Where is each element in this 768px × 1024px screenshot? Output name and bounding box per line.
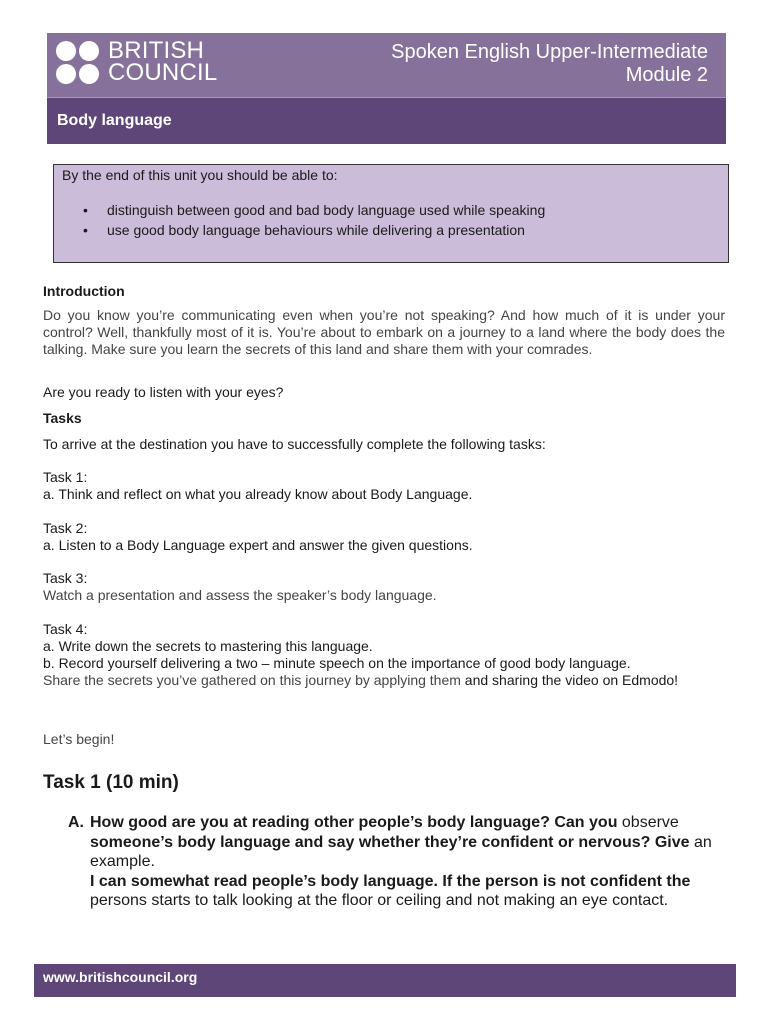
task4-line-c (43, 672, 703, 689)
unit-band (47, 97, 726, 144)
task1-question-a (68, 813, 728, 911)
task3-line-a: Watch a presentation and assess the speaker’s body language. (43, 587, 437, 603)
task2-label: Task 2: (43, 520, 88, 536)
logo-dots-icon (56, 39, 102, 85)
objective-item: • use good body language behaviours while delivering a presentation (107, 220, 720, 240)
tasks-intro: To arrive at the destination you have to successfully complete the following tasks: (43, 436, 546, 452)
footer-url[interactable]: www.britishcouncil.org (43, 969, 198, 985)
objectives-box (53, 164, 729, 263)
introduction-question: Are you ready to listen with your eyes? (43, 384, 284, 400)
british-council-logo (56, 39, 226, 87)
task4-line-b: b. Record yourself delivering a two – minute speech on the importance of good body language. (43, 655, 631, 671)
task1-title: Task 1 (10 min) (43, 772, 179, 793)
question-part: observe (621, 814, 679, 831)
logo-text (108, 37, 218, 86)
answer-part: I can somewhat read people’s body language. If the person is not confident the (90, 872, 691, 890)
question-text (90, 813, 728, 911)
objectives-intro: By the end of this unit you should be able to: (62, 167, 338, 183)
question-part: How good are you at reading other people’s body language? Can you (90, 814, 622, 831)
task4-line-c-part2: and sharing the video on Edmodo! (460, 672, 679, 688)
header-top (47, 33, 726, 95)
objective-item: • distinguish between good and bad body language used while speaking (107, 200, 720, 220)
question-part: an example. (90, 833, 712, 870)
task3-label: Task 3: (43, 570, 88, 586)
introduction-paragraph: Do you know you’re communicating even when you’re not speaking? And how much of it is under your control? Well, thankfully most of it is. You’re about to embark on a journey to a land where the body does the talking. Make sure you learn the secrets of this land and share them with your comrades. (43, 307, 725, 357)
introduction-heading: Introduction (43, 283, 125, 299)
task4-label: Task 4: (43, 621, 88, 637)
begin-text: Let’s begin! (43, 731, 115, 747)
task4-line-a: a. Write down the secrets to mastering this language. (43, 638, 373, 654)
task1-label: Task 1: (43, 469, 88, 485)
tasks-heading: Tasks (43, 410, 82, 426)
course-info (391, 41, 708, 87)
question-letter: A. (68, 814, 84, 831)
objectives-list (62, 200, 720, 240)
logo-line1: BRITISH (108, 37, 205, 64)
task4-line-c-part1: Share the secrets you’ve gathered on this journey by applying them (43, 672, 461, 688)
task1-line-a: a. Think and reflect on what you already know about Body Language. (43, 486, 473, 502)
logo-line2: COUNCIL (108, 59, 218, 86)
task2-line-a: a. Listen to a Body Language expert and answer the given questions. (43, 537, 473, 553)
module-label: Module 2 (625, 64, 708, 86)
page-header (47, 33, 726, 143)
question-part: someone’s body language and say whether they’re confident or nervous? Give (90, 833, 690, 851)
page-footer (34, 964, 736, 997)
unit-title: Body language (57, 112, 172, 129)
course-title: Spoken English Upper-Intermediate (391, 41, 708, 63)
answer-part: persons starts to talk looking at the floor or ceiling and not making an eye contact. (90, 892, 669, 909)
